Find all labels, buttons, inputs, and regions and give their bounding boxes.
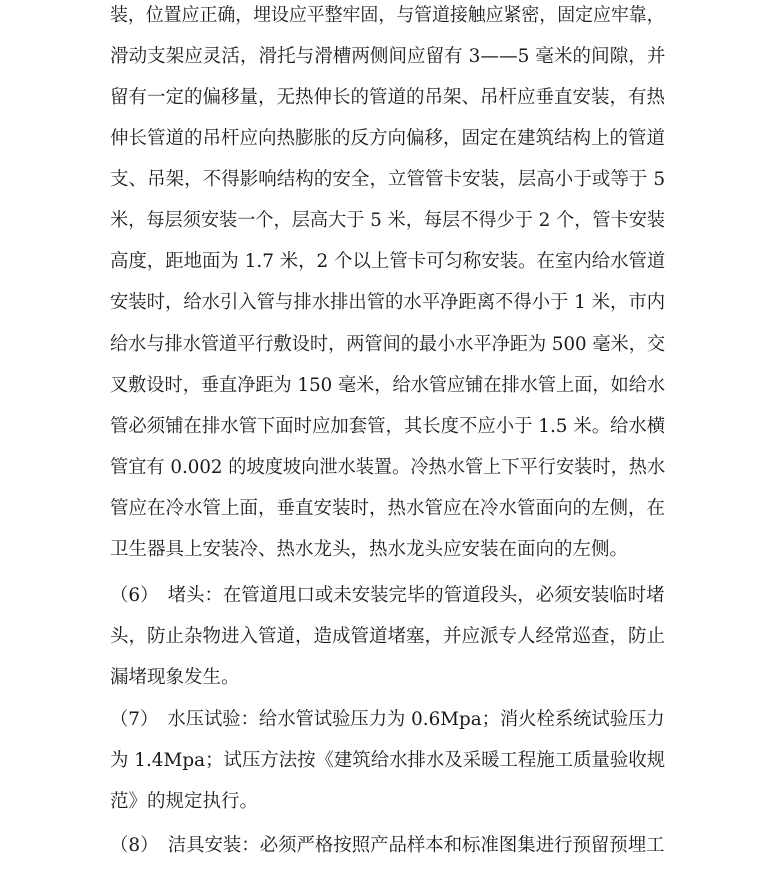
text-line: 为 1.4Mpa；试压方法按《建筑给水排水及采暖工程施工质量验收规 — [110, 750, 666, 771]
text-line: 安装时，给水引入管与排水排出管的水平净距离不得小于 1 米，市内 — [110, 292, 666, 313]
text-line: 管必须铺在排水管下面时应加套管，其长度不应小于 1.5 米。给水横 — [110, 416, 666, 437]
text-line: 卫生器具上安装冷、热水龙头，热水龙头应安装在面向的左侧。 — [110, 539, 629, 560]
text-line: （8） 洁具安装：必须严格按照产品样本和标准图集进行预留预埋工 — [110, 835, 665, 856]
text-line: 管宜有 0.002 的坡度坡向泄水装置。冷热水管上下平行安装时，热水 — [110, 457, 666, 478]
text-line: 滑动支架应灵活，滑托与滑槽两侧间应留有 3——5 毫米的间隙，并 — [110, 46, 666, 67]
text-line: 范》的规定执行。 — [110, 791, 259, 812]
text-line: （7） 水压试验：给水管试验压力为 0.6Mpa；消火栓系统试验压力 — [110, 709, 665, 730]
text-line: 管应在冷水管上面，垂直安装时，热水管应在冷水管面向的左侧，在 — [110, 498, 666, 519]
text-line: 米，每层须安装一个，层高大于 5 米，每层不得少于 2 个，管卡安装 — [110, 210, 666, 231]
text-line: 头，防止杂物进入管道，造成管道堵塞，并应派专人经常巡查，防止 — [110, 626, 666, 647]
text-line: 给水与排水管道平行敷设时，两管间的最小水平净距为 500 毫米，交 — [110, 334, 666, 355]
text-line: 留有一定的偏移量，无热伸长的管道的吊架、吊杆应垂直安装，有热 — [110, 87, 666, 108]
text-line: 高度，距地面为 1.7 米，2 个以上管卡可匀称安装。在室内给水管道 — [110, 251, 666, 272]
text-line: 支、吊架，不得影响结构的安全，立管管卡安装，层高小于或等于 5 — [110, 169, 666, 190]
text-line: 装，位置应正确，埋设应平整牢固，与管道接触应紧密，固定应牢靠， — [110, 5, 665, 26]
text-line: 叉敷设时，垂直净距为 150 毫米，给水管应铺在排水管上面，如给水 — [110, 375, 666, 396]
text-line: 伸长管道的吊杆应向热膨胀的反方向偏移，固定在建筑结构上的管道 — [110, 128, 666, 149]
text-line: 漏堵现象发生。 — [110, 667, 240, 688]
text-line: （6） 堵头：在管道甩口或未安装完毕的管道段头，必须安装临时堵 — [110, 585, 665, 606]
